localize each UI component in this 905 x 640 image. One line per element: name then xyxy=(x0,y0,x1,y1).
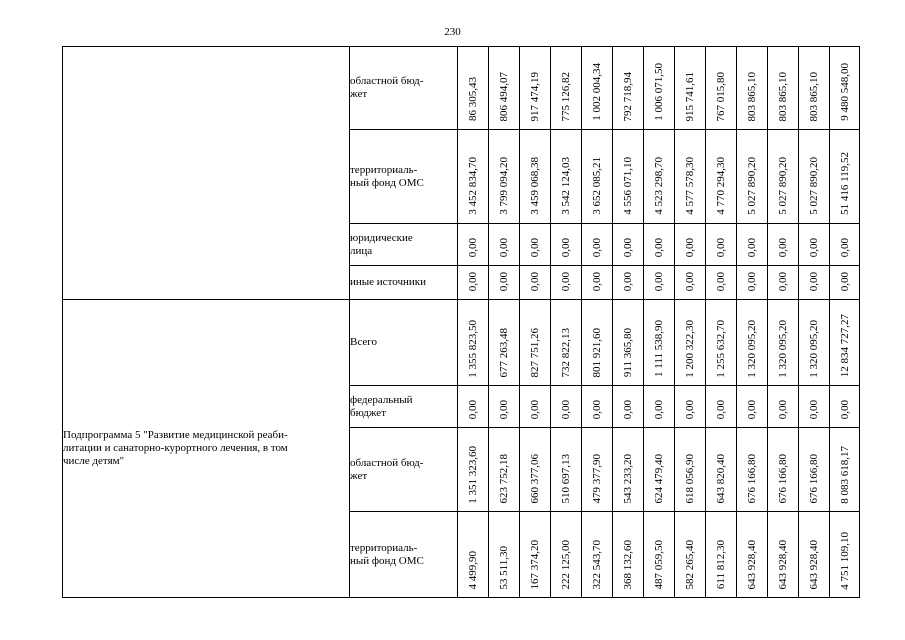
value-text: 4 523 298,70 xyxy=(653,157,665,215)
value-text: 0,00 xyxy=(529,272,541,292)
value-text: 4 556 071,10 xyxy=(622,157,634,215)
value-text: 624 479,40 xyxy=(653,453,665,504)
value-text: 0,00 xyxy=(560,400,572,420)
value-cell xyxy=(644,130,675,224)
value-cell xyxy=(706,300,737,386)
value-text: 0,00 xyxy=(591,272,603,292)
value-cell xyxy=(768,428,799,512)
table-row xyxy=(63,47,860,130)
value-cell xyxy=(768,300,799,386)
value-text: 0,00 xyxy=(653,400,665,420)
budget-table xyxy=(62,46,860,598)
value-text: 1 255 632,70 xyxy=(715,319,727,378)
value-cell xyxy=(644,428,675,512)
funding-source-cell xyxy=(350,386,458,428)
value-text: 1 320 095,20 xyxy=(808,319,820,378)
value-cell xyxy=(644,224,675,266)
value-text: 86 305,43 xyxy=(467,77,479,121)
value-cell xyxy=(768,512,799,598)
funding-source-cell xyxy=(350,130,458,224)
value-text: 4 770 294,30 xyxy=(715,157,727,215)
value-text: 1 002 004,34 xyxy=(591,63,603,121)
value-cell xyxy=(768,47,799,130)
value-cell xyxy=(737,130,768,224)
value-cell xyxy=(582,428,613,512)
value-cell xyxy=(799,130,830,224)
value-cell xyxy=(768,224,799,266)
value-cell xyxy=(737,224,768,266)
value-cell xyxy=(799,266,830,300)
value-text: 51 416 119,52 xyxy=(838,152,851,215)
value-text: 0,00 xyxy=(808,237,820,257)
funding-source-label: Всего xyxy=(350,336,377,349)
value-text: 0,00 xyxy=(777,272,789,292)
funding-source-label: иные источники xyxy=(350,276,426,289)
value-text: 0,00 xyxy=(467,237,479,257)
value-text: 0,00 xyxy=(838,272,851,292)
program-name-cell xyxy=(63,300,350,598)
value-text: 803 865,10 xyxy=(746,71,758,121)
funding-source-label: федеральный бюджет xyxy=(350,393,413,419)
value-cell xyxy=(706,47,737,130)
value-text: 1 111 538,90 xyxy=(653,320,665,378)
value-text: 676 166,80 xyxy=(808,453,820,504)
value-cell xyxy=(830,512,860,598)
value-cell xyxy=(830,224,860,266)
value-text: 0,00 xyxy=(715,237,727,257)
value-text: 0,00 xyxy=(746,237,758,257)
value-cell xyxy=(489,428,520,512)
value-cell xyxy=(644,512,675,598)
value-cell xyxy=(737,266,768,300)
value-text: 827 751,26 xyxy=(529,327,541,378)
value-text: 806 494,07 xyxy=(498,71,510,121)
value-text: 643 820,40 xyxy=(715,453,727,504)
value-cell xyxy=(489,266,520,300)
value-cell xyxy=(551,130,582,224)
value-text: 3 459 068,38 xyxy=(529,157,541,215)
value-text: 5 027 890,20 xyxy=(777,157,789,215)
value-text: 3 652 085,21 xyxy=(591,157,603,215)
value-cell xyxy=(520,47,551,130)
value-cell xyxy=(830,47,860,130)
value-cell xyxy=(489,512,520,598)
value-text: 53 511,30 xyxy=(498,545,510,590)
value-cell xyxy=(675,512,706,598)
table-row xyxy=(63,300,860,386)
program-name: Подпрограмма 5 "Развитие медицинской реаби- литации и санаторно-курортного лечения, в том числе детям" xyxy=(63,429,288,468)
value-text: 0,00 xyxy=(715,272,727,292)
value-text: 0,00 xyxy=(684,400,696,420)
value-text: 3 799 094,20 xyxy=(498,157,510,215)
value-text: 0,00 xyxy=(653,237,665,257)
value-text: 0,00 xyxy=(715,400,727,420)
value-text: 611 812,30 xyxy=(715,540,727,590)
value-text: 775 126,82 xyxy=(560,71,572,121)
value-cell xyxy=(830,428,860,512)
value-text: 0,00 xyxy=(622,400,634,420)
funding-source-cell xyxy=(350,428,458,512)
value-cell xyxy=(706,130,737,224)
value-text: 1 320 095,20 xyxy=(777,319,789,378)
value-cell xyxy=(458,47,489,130)
funding-source-label: территориаль- ный фонд ОМС xyxy=(350,163,424,189)
value-text: 0,00 xyxy=(498,272,510,292)
value-text: 732 822,13 xyxy=(560,327,572,378)
value-text: 1 320 095,20 xyxy=(746,319,758,378)
value-cell xyxy=(520,512,551,598)
value-cell xyxy=(706,512,737,598)
value-text: 167 374,20 xyxy=(529,539,541,590)
value-cell xyxy=(675,300,706,386)
value-cell xyxy=(737,512,768,598)
value-text: 618 056,90 xyxy=(684,453,696,504)
value-text: 1 200 322,30 xyxy=(684,319,696,378)
value-cell xyxy=(458,224,489,266)
value-text: 0,00 xyxy=(777,237,789,257)
funding-source-cell xyxy=(350,47,458,130)
value-text: 643 928,40 xyxy=(746,539,758,590)
value-cell xyxy=(582,300,613,386)
value-cell xyxy=(737,300,768,386)
value-text: 0,00 xyxy=(498,237,510,257)
value-text: 676 166,80 xyxy=(777,453,789,504)
value-text: 915 741,61 xyxy=(684,71,696,121)
value-cell xyxy=(582,130,613,224)
value-cell xyxy=(613,512,644,598)
value-text: 660 377,06 xyxy=(529,453,541,504)
value-cell xyxy=(458,130,489,224)
value-cell xyxy=(613,300,644,386)
value-cell xyxy=(644,266,675,300)
value-cell xyxy=(551,266,582,300)
value-cell xyxy=(489,386,520,428)
value-text: 487 059,50 xyxy=(653,539,665,590)
value-cell xyxy=(799,300,830,386)
value-text: 1 351 323,60 xyxy=(467,445,479,504)
page-number: 230 xyxy=(444,26,461,38)
value-cell xyxy=(489,130,520,224)
value-text: 0,00 xyxy=(498,400,510,420)
value-cell xyxy=(675,224,706,266)
value-text: 9 480 548,00 xyxy=(838,63,851,121)
value-text: 12 834 727,27 xyxy=(838,314,851,378)
value-text: 5 027 890,20 xyxy=(746,157,758,215)
value-cell xyxy=(458,512,489,598)
value-text: 3 542 124,03 xyxy=(560,157,572,215)
value-cell xyxy=(706,224,737,266)
funding-source-cell xyxy=(350,266,458,300)
value-text: 792 718,94 xyxy=(622,71,634,121)
value-cell xyxy=(675,130,706,224)
value-cell xyxy=(520,386,551,428)
value-text: 0,00 xyxy=(529,400,541,420)
value-cell xyxy=(613,428,644,512)
value-text: 0,00 xyxy=(684,272,696,292)
value-cell xyxy=(644,300,675,386)
value-text: 5 027 890,20 xyxy=(808,157,820,215)
value-text: 917 474,19 xyxy=(529,71,541,121)
value-cell xyxy=(675,386,706,428)
value-cell xyxy=(551,386,582,428)
value-text: 0,00 xyxy=(560,272,572,292)
value-cell xyxy=(830,386,860,428)
value-cell xyxy=(799,47,830,130)
value-cell xyxy=(675,266,706,300)
value-cell xyxy=(458,266,489,300)
value-cell xyxy=(613,47,644,130)
value-text: 0,00 xyxy=(838,237,851,257)
value-cell xyxy=(582,266,613,300)
value-cell xyxy=(489,224,520,266)
value-cell xyxy=(799,224,830,266)
value-text: 3 452 834,70 xyxy=(467,157,479,215)
value-cell xyxy=(706,428,737,512)
value-cell xyxy=(613,224,644,266)
value-cell xyxy=(799,386,830,428)
value-text: 479 377,90 xyxy=(591,453,603,504)
value-cell xyxy=(737,47,768,130)
value-text: 0,00 xyxy=(467,400,479,420)
value-text: 0,00 xyxy=(467,272,479,292)
value-cell xyxy=(458,386,489,428)
value-text: 322 543,70 xyxy=(591,539,603,590)
value-text: 510 697,13 xyxy=(560,453,572,504)
value-text: 0,00 xyxy=(622,237,634,257)
funding-source-label: территориаль- ный фонд ОМС xyxy=(350,541,424,567)
funding-source-label: областной бюд- жет xyxy=(350,75,424,100)
value-text: 368 132,60 xyxy=(622,539,634,590)
funding-source-cell xyxy=(350,512,458,598)
value-cell xyxy=(799,512,830,598)
value-text: 0,00 xyxy=(529,237,541,257)
value-cell xyxy=(768,266,799,300)
program-name-cell xyxy=(63,47,350,300)
value-cell xyxy=(551,224,582,266)
value-cell xyxy=(458,428,489,512)
value-text: 8 083 618,17 xyxy=(838,445,851,504)
value-text: 0,00 xyxy=(591,400,603,420)
value-cell xyxy=(675,47,706,130)
value-cell xyxy=(520,266,551,300)
value-cell xyxy=(799,428,830,512)
value-cell xyxy=(613,386,644,428)
value-text: 1 006 071,50 xyxy=(653,63,665,121)
value-cell xyxy=(489,300,520,386)
value-text: 1 355 823,50 xyxy=(467,319,479,378)
value-cell xyxy=(830,266,860,300)
value-text: 803 865,10 xyxy=(777,71,789,121)
value-cell xyxy=(644,386,675,428)
value-cell xyxy=(768,386,799,428)
value-text: 0,00 xyxy=(560,237,572,257)
value-text: 0,00 xyxy=(746,272,758,292)
value-text: 0,00 xyxy=(746,400,758,420)
value-cell xyxy=(613,130,644,224)
value-text: 911 365,80 xyxy=(622,328,634,378)
value-text: 803 865,10 xyxy=(808,71,820,121)
value-text: 0,00 xyxy=(653,272,665,292)
value-cell xyxy=(582,386,613,428)
value-text: 4 751 109,10 xyxy=(838,531,851,590)
value-text: 543 233,20 xyxy=(622,453,634,504)
value-text: 643 928,40 xyxy=(777,539,789,590)
value-cell xyxy=(551,428,582,512)
value-text: 0,00 xyxy=(777,400,789,420)
value-cell xyxy=(520,300,551,386)
value-cell xyxy=(489,47,520,130)
value-text: 4 499,90 xyxy=(467,550,479,590)
value-cell xyxy=(737,386,768,428)
value-cell xyxy=(706,386,737,428)
table-body xyxy=(63,47,860,598)
value-cell xyxy=(644,47,675,130)
value-cell xyxy=(706,266,737,300)
value-text: 0,00 xyxy=(808,272,820,292)
value-cell xyxy=(830,130,860,224)
funding-source-label: областной бюд- жет xyxy=(350,456,424,482)
value-cell xyxy=(520,428,551,512)
value-cell xyxy=(551,300,582,386)
value-text: 0,00 xyxy=(838,400,851,420)
value-cell xyxy=(582,47,613,130)
funding-source-cell xyxy=(350,224,458,266)
value-cell xyxy=(582,512,613,598)
funding-source-cell xyxy=(350,300,458,386)
value-cell xyxy=(520,224,551,266)
value-text: 222 125,00 xyxy=(560,539,572,590)
value-cell xyxy=(520,130,551,224)
value-text: 0,00 xyxy=(808,400,820,420)
value-text: 4 577 578,30 xyxy=(684,157,696,215)
value-text: 0,00 xyxy=(622,272,634,292)
value-cell xyxy=(458,300,489,386)
value-text: 0,00 xyxy=(591,237,603,257)
value-text: 582 265,40 xyxy=(684,539,696,590)
value-cell xyxy=(551,47,582,130)
value-cell xyxy=(830,300,860,386)
value-text: 677 263,48 xyxy=(498,327,510,378)
value-text: 767 015,80 xyxy=(715,71,727,121)
funding-source-label: юридические лица xyxy=(350,231,413,257)
value-cell xyxy=(582,224,613,266)
value-cell xyxy=(613,266,644,300)
value-text: 0,00 xyxy=(684,237,696,257)
value-text: 643 928,40 xyxy=(808,539,820,590)
value-cell xyxy=(768,130,799,224)
value-text: 676 166,80 xyxy=(746,453,758,504)
value-cell xyxy=(737,428,768,512)
value-cell xyxy=(675,428,706,512)
value-cell xyxy=(551,512,582,598)
value-text: 623 752,18 xyxy=(498,453,510,504)
value-text: 801 921,60 xyxy=(591,327,603,378)
